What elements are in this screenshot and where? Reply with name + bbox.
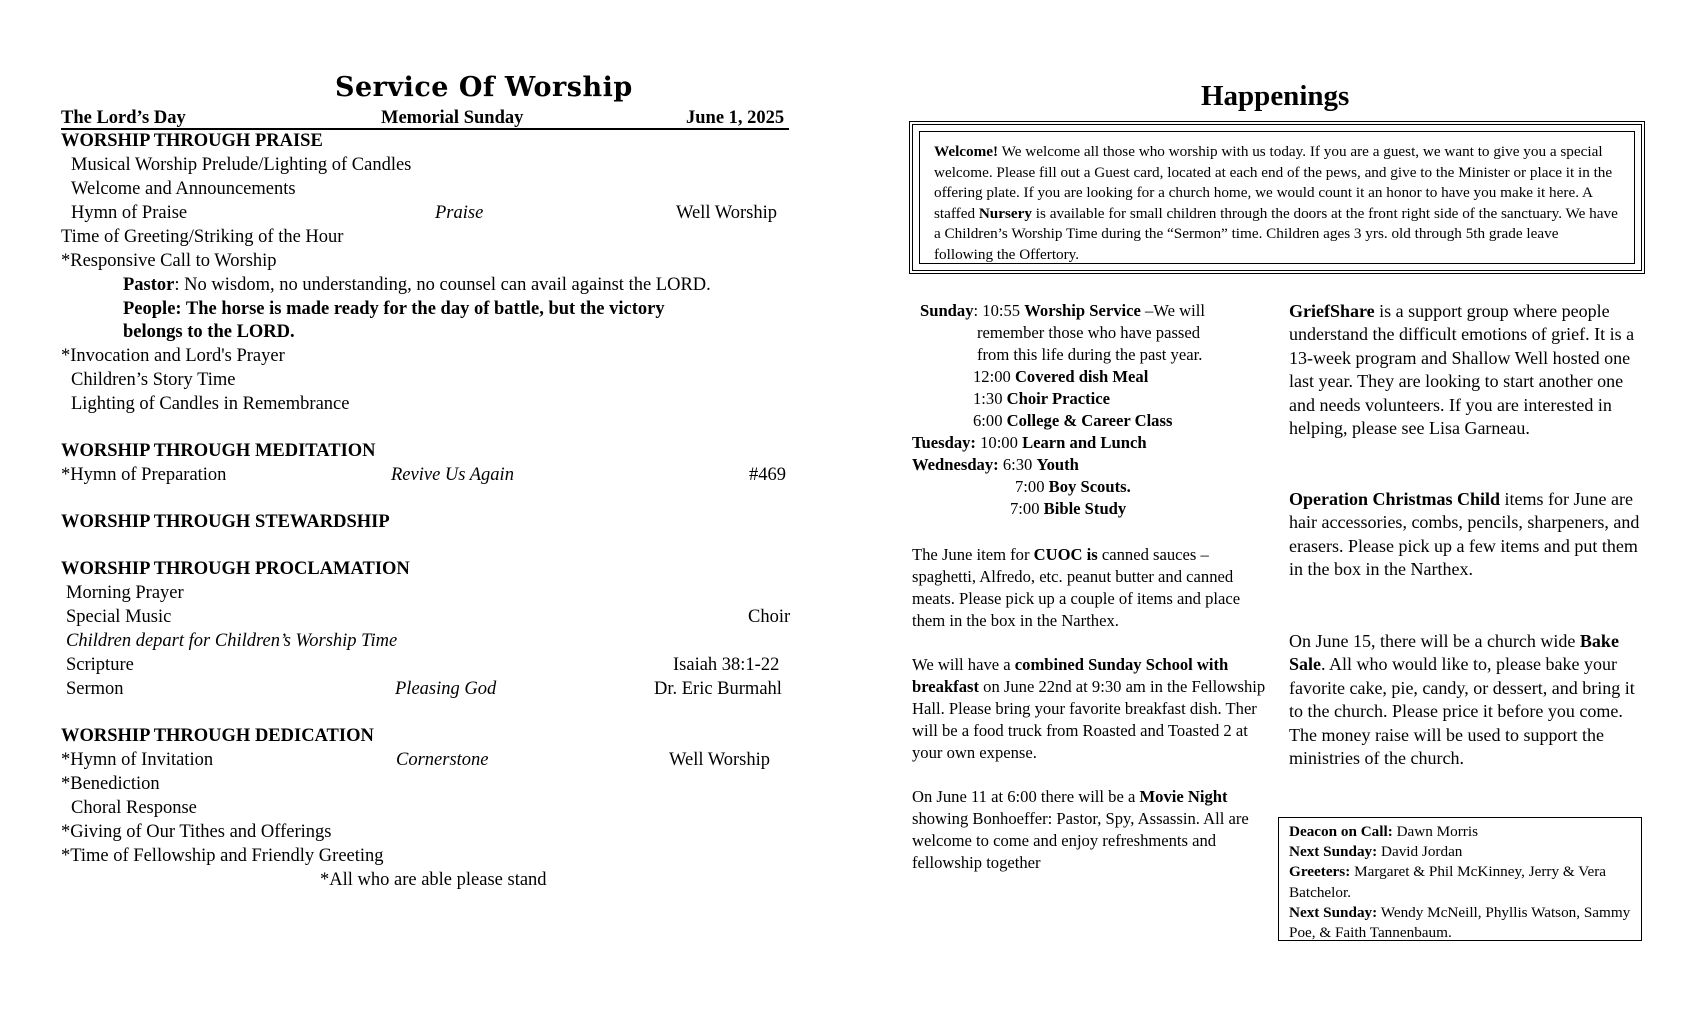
greeting-item: Time of Greeting/Striking of the Hour	[61, 227, 344, 247]
invocation-item: *Invocation and Lord's Prayer	[61, 346, 285, 366]
hymn-preparation-number: #469	[749, 465, 786, 485]
special-music-by: Choir	[748, 607, 791, 627]
worship-note-2: remember those who have passed	[977, 323, 1201, 342]
welcome-box-inner	[919, 131, 1635, 264]
fellowship-item: *Time of Fellowship and Friendly Greeting	[61, 846, 384, 866]
sermon-title: Pleasing God	[395, 679, 497, 699]
welcome-text-2: is available for small children through the doors at the front right side of the sanctuary. We have a Children’s Worship Time during the “Sermon” time. Children ages 3 yrs. old through 5th grade leave following the Offertory.	[934, 204, 1618, 263]
hymn-invitation-title: Cornerstone	[396, 750, 489, 770]
wednesday-line: Wednesday: 6:30 Youth	[912, 455, 1079, 474]
deacon-line: Deacon on Call: Dawn Morris	[1289, 823, 1478, 840]
bake-sale-notice: On June 15, there will be a church wide Bake Sale. All who would like to, please bake your favorite cake, pie, candy, or dessert, and bring it to the church. Please price it before you come. The money raise will be used to support the ministries of the church.	[1289, 631, 1635, 769]
dedication-heading: WORSHIP THROUGH DEDICATION	[61, 726, 374, 746]
special-music-label: Special Music	[66, 607, 172, 627]
people-line-2: belongs to the LORD.	[123, 322, 295, 342]
worship-note-3: from this life during the past year.	[977, 345, 1203, 364]
choir-line: 1:30 Choir Practice	[973, 389, 1111, 408]
sunday-line: Sunday: 10:55 Worship Service –We will	[920, 301, 1205, 320]
welcome-lead: Welcome!	[934, 143, 999, 160]
sunday-school-notice: We will have a combined Sunday School with breakfast on June 22nd at 9:30 am in the Fellowship Hall. Please bring your favorite breakfast dish. Ther will be a food truck from Roasted and Toasted 2 at your own expense.	[912, 655, 1266, 762]
college-line: 6:00 College & Career Class	[973, 411, 1173, 430]
tuesday-line: Tuesday: 10:00 Learn and Lunch	[912, 433, 1147, 452]
welcome-box	[909, 121, 1645, 274]
people-line-1: People: The horse is made ready for the day of battle, but the victory	[123, 299, 665, 319]
benediction-item: *Benediction	[61, 774, 160, 794]
sermon-preacher: Dr. Eric Burmahl	[654, 679, 782, 699]
meal-line: 12:00 Covered dish Meal	[973, 367, 1149, 386]
movie-night-notice: On June 11 at 6:00 there will be a Movie Night showing Bonhoeffer: Pastor, Spy, Assassin. All are welcome to come and enjoy refreshments and fellowship together	[912, 787, 1249, 872]
scripture-label: Scripture	[66, 655, 134, 675]
pastor-label: Pastor	[123, 275, 175, 295]
proclamation-heading: WORSHIP THROUGH PROCLAMATION	[61, 559, 410, 579]
nursery-label: Nursery	[978, 204, 1032, 222]
occ-notice: Operation Christmas Child items for June are hair accessories, combs, pencils, sharpeners, and erasers. Please pick up a few items and put them in the box in the Narthex.	[1289, 489, 1640, 580]
stewardship-heading: WORSHIP THROUGH STEWARDSHIP	[61, 512, 390, 532]
story-time-item: Children’s Story Time	[71, 370, 236, 390]
welcome-item: Welcome and Announcements	[71, 179, 296, 199]
pastor-line	[123, 275, 711, 295]
remembrance-item: Lighting of Candles in Remembrance	[71, 394, 350, 414]
scripture-reference: Isaiah 38:1-22	[673, 655, 780, 675]
hymn-praise-source: Well Worship	[676, 203, 777, 223]
meditation-heading: WORSHIP THROUGH MEDITATION	[61, 441, 376, 461]
children-depart-item: Children depart for Children’s Worship Time	[66, 631, 398, 651]
greeters-line: Greeters: Margaret & Phil McKinney, Jerry & Vera Batchelor.	[1289, 863, 1607, 901]
header-day: The Lord’s Day	[61, 108, 186, 128]
praise-heading: WORSHIP THROUGH PRAISE	[61, 131, 323, 151]
giving-item: *Giving of Our Tithes and Offerings	[61, 822, 332, 842]
deacon-box	[1278, 817, 1642, 941]
next-sunday-greeters-line: Next Sunday: Wendy McNeill, Phyllis Watson, Sammy Poe, & Faith Tannenbaum.	[1289, 903, 1631, 942]
sermon-label: Sermon	[66, 679, 124, 699]
hymn-praise-title: Praise	[435, 203, 484, 223]
bible-study-line: 7:00 Bible Study	[1010, 499, 1127, 518]
cuoc-notice: The June item for CUOC is canned sauces – spaghetti, Alfredo, etc. peanut butter and canned meats. Please pick up a couple of items and place them in the box in the Narthex.	[912, 545, 1241, 630]
header-rule	[61, 128, 789, 130]
happenings-title: Happenings	[1201, 80, 1350, 112]
hymn-preparation-label: *Hymn of Preparation	[61, 465, 227, 485]
header-date: June 1, 2025	[686, 108, 785, 128]
griefshare-notice: GriefShare is a support group where people understand the difficult emotions of grief. It is a 13-week program and Shallow Well hosted one last year. They are looking to start another one and needs volunteers. If you are interested in helping, please see Lisa Garneau.	[1289, 301, 1635, 439]
hymn-invitation-source: Well Worship	[669, 750, 770, 770]
worship-service-label: Worship Service	[1024, 301, 1141, 320]
call-to-worship-item: *Responsive Call to Worship	[61, 251, 277, 271]
hymn-invitation-label: *Hymn of Invitation	[61, 750, 214, 770]
next-sunday-deacon-line: Next Sunday: David Jordan	[1289, 843, 1463, 861]
scouts-line: 7:00 Boy Scouts.	[1015, 477, 1131, 496]
hymn-praise-label: Hymn of Praise	[71, 203, 188, 223]
welcome-text	[934, 142, 1621, 265]
welcome-text-1: We welcome all those who worship with us today. If you are a guest, we want to give you a special welcome. Please fill out a Guest card, located at each end of the pews, and give to the Minister or place it in the offering plate. If you are looking for a church home, we would count it an honor to have you make it here. A staffed	[934, 143, 1613, 222]
sunday-label: Sunday	[920, 301, 974, 320]
service-title: Service Of Worship	[335, 72, 633, 103]
pastor-text: : No wisdom, no understanding, no counsel can avail against the LORD.	[174, 275, 711, 295]
prelude-item: Musical Worship Prelude/Lighting of Candles	[71, 155, 412, 175]
header-occasion: Memorial Sunday	[381, 108, 524, 128]
stand-note: *All who are able please stand	[320, 870, 547, 890]
hymn-preparation-title: Revive Us Again	[391, 465, 514, 485]
morning-prayer-item: Morning Prayer	[66, 583, 184, 603]
choral-response-item: Choral Response	[71, 798, 197, 818]
